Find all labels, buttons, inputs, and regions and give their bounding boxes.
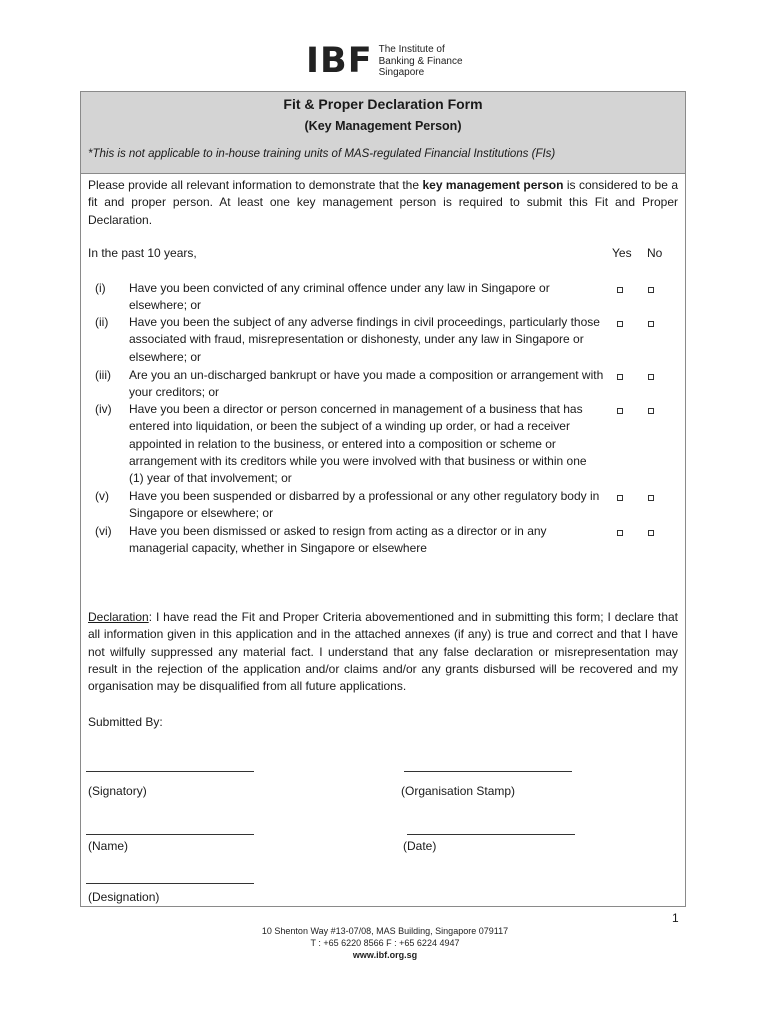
question-text: Are you an un-discharged bankrupt or have you made a composition or arrangement with your creditors; or <box>129 368 604 400</box>
question-2-no-checkbox[interactable] <box>648 321 654 327</box>
logo-line-3: Singapore <box>378 67 425 79</box>
no-column-header: No <box>647 246 663 260</box>
intro-text-end: is considered to be a fit and proper person. At least one key management person is required to submit this Fit and Proper Declaration. <box>88 178 678 227</box>
intro-text-start: Please provide all relevant information to demonstrate that the <box>88 178 423 192</box>
question-1-yes-checkbox[interactable] <box>617 287 623 293</box>
page-number: 1 <box>672 911 679 925</box>
yes-column-header: Yes <box>612 246 632 260</box>
question-number: (ii) <box>95 315 109 329</box>
question-1-no-checkbox[interactable] <box>648 287 654 293</box>
question-text: Have you been a director or person concerned in management of a business that has entered into liquidation, or been the subject of a winding up order, or had a receiver appointed in relation to the business, or entered into a composition or scheme or arrangement with its creditors while you were involved with that business or within one (1) year of that involvement; or <box>129 402 587 486</box>
question-6-yes-checkbox[interactable] <box>617 530 623 536</box>
question-3-yes-checkbox[interactable] <box>617 374 623 380</box>
logo-line-2: Banking & Finance <box>378 55 463 67</box>
question-text: Have you been convicted of any criminal offence under any law in Singapore or elsewhere; or <box>129 281 550 313</box>
ibf-logo <box>306 41 463 81</box>
form-subtitle: (Key Management Person) <box>304 119 462 133</box>
question-3-no-checkbox[interactable] <box>648 374 654 380</box>
signatory-label: (Signatory) <box>88 784 147 798</box>
question-number: (vi) <box>95 524 112 538</box>
designation-label: (Designation) <box>88 890 160 904</box>
footer-website[interactable]: www.ibf.org.sg <box>352 950 418 960</box>
question-6-no-checkbox[interactable] <box>648 530 654 536</box>
question-number: (iv) <box>95 402 112 416</box>
declaration-paragraph <box>88 609 678 695</box>
declaration-label: Declaration <box>88 610 149 624</box>
intro-text-bold: key management person <box>422 178 564 192</box>
question-4-no-checkbox[interactable] <box>648 408 654 414</box>
designation-line[interactable] <box>86 883 254 884</box>
organisation-stamp-label: (Organisation Stamp) <box>401 784 516 798</box>
question-5-yes-checkbox[interactable] <box>617 495 623 501</box>
logo-mark: IBF <box>306 41 373 81</box>
question-text: Have you been dismissed or asked to resign from acting as a director or in any managerial capacity, whether in Singapore or elsewhere <box>129 524 547 556</box>
name-line[interactable] <box>86 834 254 835</box>
question-number: (i) <box>95 281 106 295</box>
submitted-by-label: Submitted By: <box>88 715 163 729</box>
past-years-label: In the past 10 years, <box>88 246 197 260</box>
footer-address: 10 Shenton Way #13-07/08, MAS Building, Singapore 079117 <box>261 926 509 936</box>
question-5-no-checkbox[interactable] <box>648 495 654 501</box>
page-footer <box>0 925 770 961</box>
declaration-text: : I have read the Fit and Proper Criteria abovementioned and in submitting this form; I declare that all information given in this application and in the attached annexes (if any) is true and correct and that I have not wilfully suppressed any material fact. I understand that any false declaration or misrepresentation may result in the rejection of the application and/or claims and/or any grants disbursed will be recovered and my organisation may be disqualified from all future applications. <box>88 610 678 694</box>
question-text: Have you been the subject of any adverse findings in civil proceedings, particularly those associated with fraud, misrepresentation or dishonesty, under any law in Singapore or elsewhere; or <box>129 315 600 364</box>
question-2-yes-checkbox[interactable] <box>617 321 623 327</box>
organisation-stamp-line[interactable] <box>404 771 572 772</box>
name-label: (Name) <box>88 839 129 853</box>
question-number: (v) <box>95 489 109 503</box>
footer-phone: T : +65 6220 8566 F : +65 6224 4947 <box>310 938 460 948</box>
signatory-line[interactable] <box>86 771 254 772</box>
declaration-form <box>80 91 686 907</box>
form-header <box>81 92 685 174</box>
date-line[interactable] <box>407 834 575 835</box>
question-number: (iii) <box>95 368 111 382</box>
question-4-yes-checkbox[interactable] <box>617 408 623 414</box>
date-label: (Date) <box>403 839 437 853</box>
logo-text <box>379 44 463 79</box>
question-text: Have you been suspended or disbarred by a professional or any other regulatory body in Singapore or elsewhere; or <box>129 489 600 521</box>
intro-paragraph <box>88 177 678 229</box>
form-title: Fit & Proper Declaration Form <box>283 96 483 112</box>
logo-line-1: The Institute of <box>378 44 445 56</box>
form-note: *This is not applicable to in-house training units of MAS-regulated Financial Institutions (FIs) <box>88 148 556 160</box>
